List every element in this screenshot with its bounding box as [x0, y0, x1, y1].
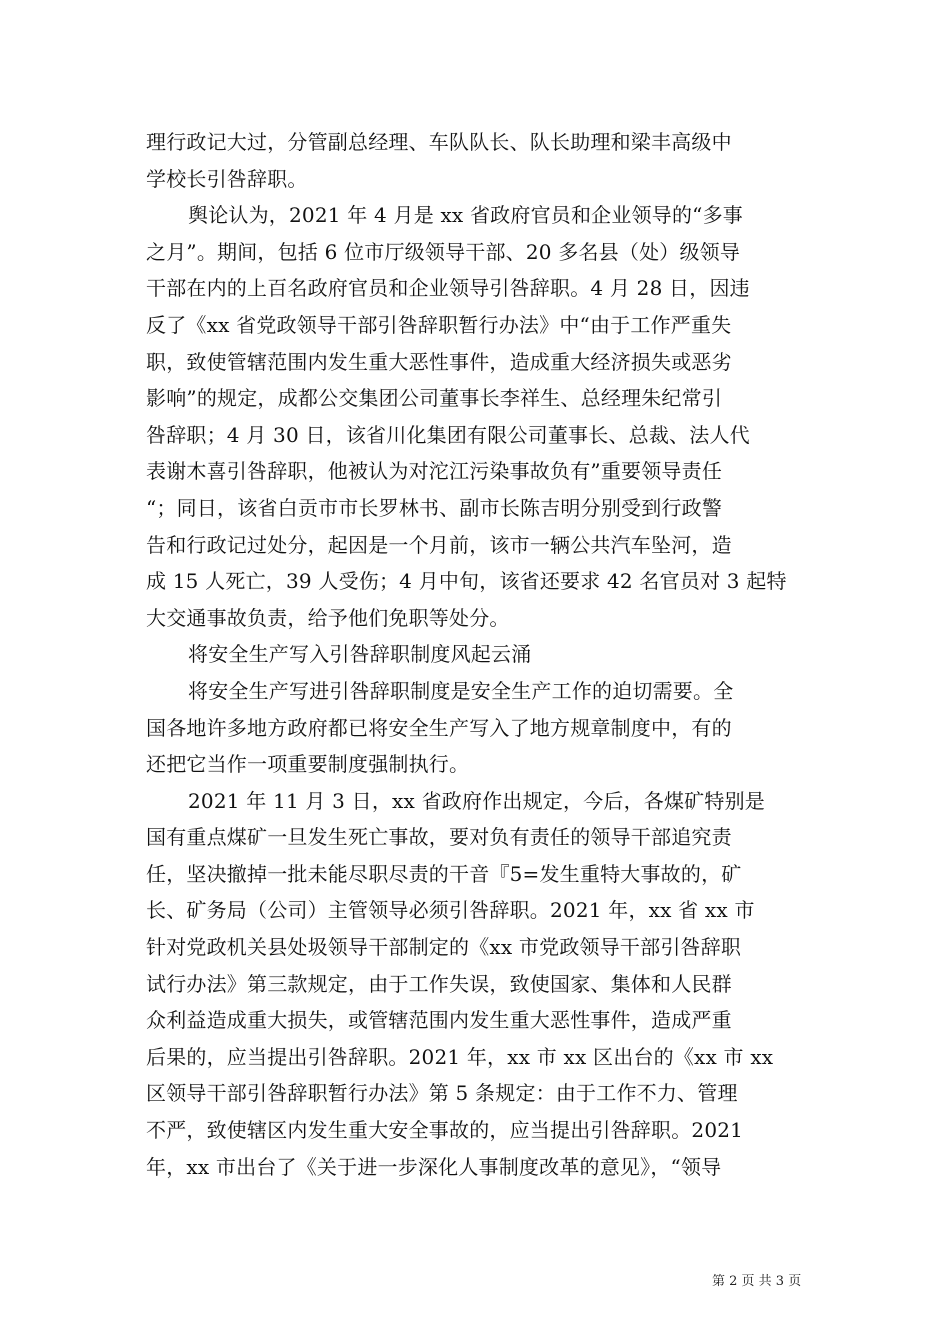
text-line: 表谢木喜引咎辞职，他被认为对沱江污染事故负有”重要领导责任: [146, 459, 723, 484]
text-line: 理行政记大过，分管副总经理、车队队长、队长助理和梁丰高级中: [146, 130, 732, 154]
text-line: 后果的，应当提出引咎辞职。2021 年，xx 市 xx 区出台的《xx 市 xx: [146, 1044, 774, 1069]
text-line: 职，致使管辖范围内发生重大恶性事件，造成重大经济损失或恶劣: [146, 349, 732, 374]
text-line: 国各地许多地方政府都已将安全生产写入了地方规章制度中，有的: [146, 715, 732, 740]
document-body: [146, 124, 806, 1185]
section-heading: 将安全生产写入引咎辞职制度风起云涌: [188, 642, 532, 667]
text-line: 成 15 人死亡，39 人受伤；4 月中旬，该省还要求 42 名官员对 3 起特: [146, 569, 787, 594]
text-line: “；同日，该省白贡市市长罗林书、副市长陈吉明分别受到行政警: [146, 495, 723, 520]
text-line: 不严，致使辖区内发生重大安全事故的，应当提出引咎辞职。2021: [146, 1118, 744, 1143]
text-line: 针对党政机关县处圾领导干部制定的《xx 市党政领导干部引咎辞职: [146, 935, 742, 960]
paragraph-start-line: 2021 年 11 月 3 日，xx 省政府作出规定，今后，各煤矿特别是: [188, 788, 765, 813]
text-line: 区领导干部引咎辞职暂行办法》第 5 条规定：由于工作不力、管理: [146, 1081, 738, 1106]
text-line: 众利益造成重大损失，或管辖范围内发生重大恶性事件，造成严重: [146, 1008, 732, 1033]
text-line: 之月”。期间，包括 6 位市厅级领导干部、20 多名县（处）级领导: [146, 239, 741, 264]
paragraph-start-line: 将安全生产写进引咎辞职制度是安全生产工作的迫切需要。全: [188, 678, 734, 703]
page-number-footer: 第 2 页 共 3 页: [712, 1274, 802, 1289]
text-line: 长、矿务局（公司）主管领导必须引咎辞职。2021 年，xx 省 xx 市: [146, 898, 755, 923]
text-line: 反了《xx 省党政领导干部引咎辞职暂行办法》中“由于工作严重失: [146, 312, 732, 337]
paragraph-start-line: 舆论认为，2021 年 4 月是 xx 省政府官员和企业领导的“多事: [188, 203, 743, 228]
text-line: 学校长引咎辞职。: [146, 166, 308, 191]
text-line: 告和行政记过处分，起因是一个月前，该市一辆公共汽车坠河，造: [146, 532, 732, 557]
text-line: 干部在内的上百名政府官员和企业领导引咎辞职。4 月 28 日，因违: [146, 276, 750, 301]
text-line: 影响”的规定，成都公交集团公司董事长李祥生、总经理朱纪常引: [146, 386, 723, 411]
text-line: 还把它当作一项重要制度强制执行。: [146, 752, 470, 777]
text-line: 年，xx 市出台了《关于进一步深化人事制度改革的意见》，“领导: [146, 1154, 722, 1179]
text-line: 大交通事故负责，给予他们免职等处分。: [146, 605, 510, 630]
text-line: 咎辞职；4 月 30 日，该省川化集团有限公司董事长、总裁、法人代: [146, 422, 750, 447]
text-line: 任，坚决撤掉一批未能尽职尽责的干音『5=发生重特大事故的，矿: [146, 861, 742, 886]
text-line: 国有重点煤矿一旦发生死亡事故，要对负有责任的领导干部追究责: [146, 825, 732, 850]
text-line: 试行办法》第三款规定，由于工作失误，致使国家、集体和人民群: [146, 971, 732, 996]
